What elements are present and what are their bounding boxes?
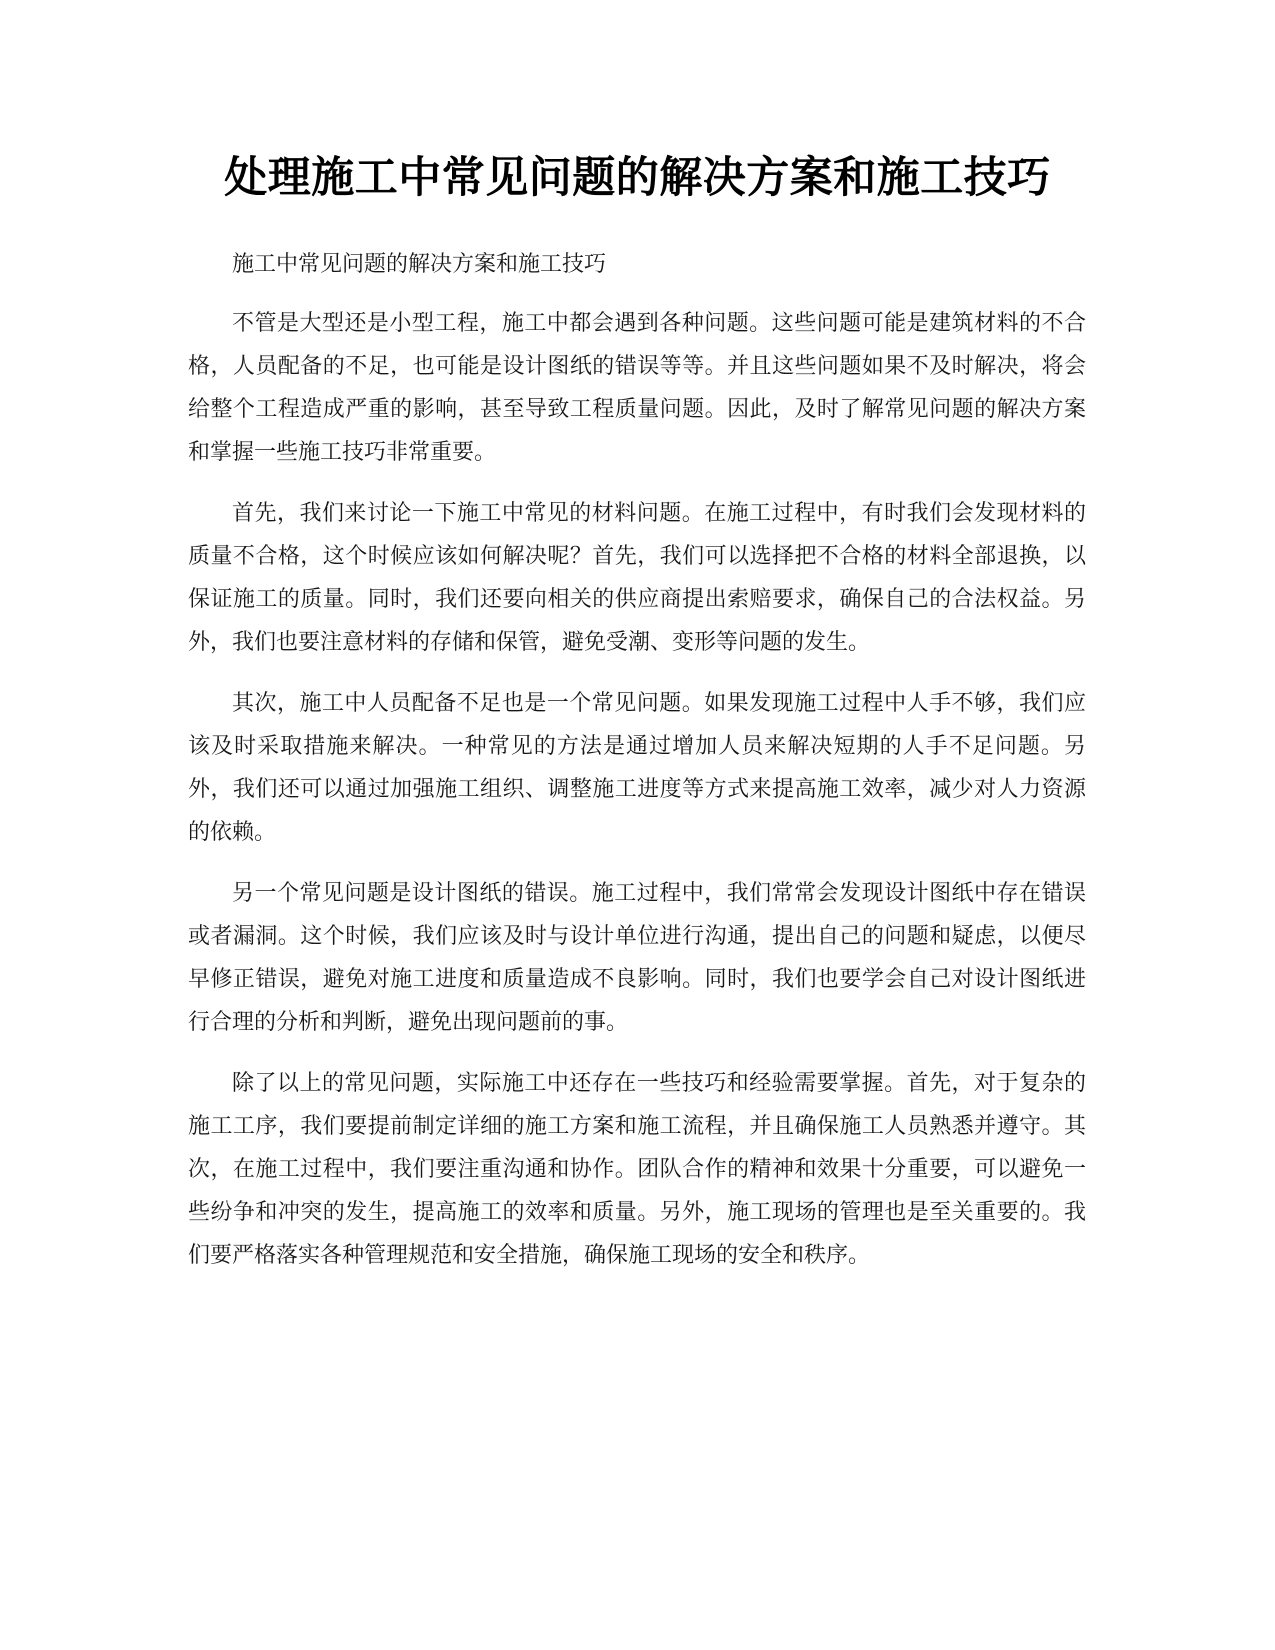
- paragraph-techniques: 除了以上的常见问题，实际施工中还存在一些技巧和经验需要掌握。首先，对于复杂的施工工序，我们要提前制定详细的施工方案和施工流程，并且确保施工人员熟悉并遵守。其次，在施工过程中，我们要注重沟通和协作。团队合作的精神和效果十分重要，可以避免一些纷争和冲突的发生，提高施工的效率和质量。另外，施工现场的管理也是至关重要的。我们要严格落实各种管理规范和安全措施，确保施工现场的安全和秩序。: [188, 1071, 1086, 1268]
- paragraph-intro: 不管是大型还是小型工程，施工中都会遇到各种问题。这些问题可能是建筑材料的不合格，人员配备的不足，也可能是设计图纸的错误等等。并且这些问题如果不及时解决，将会给整个工程造成严重的影响，甚至导致工程质量问题。因此，及时了解常见问题的解决方案和掌握一些施工技巧非常重要。: [188, 311, 1086, 465]
- paragraph-subtitle: 施工中常见问题的解决方案和施工技巧: [232, 252, 607, 277]
- paragraph-drawings: 另一个常见问题是设计图纸的错误。施工过程中，我们常常会发现设计图纸中存在错误或者漏洞。这个时候，我们应该及时与设计单位进行沟通，提出自己的问题和疑虑，以便尽早修正错误，避免对施工进度和质量造成不良影响。同时，我们也要学会自己对设计图纸进行合理的分析和判断，避免出现问题前的事。: [188, 881, 1086, 1035]
- paragraph-staffing: 其次，施工中人员配备不足也是一个常见问题。如果发现施工过程中人手不够，我们应该及时采取措施来解决。一种常见的方法是通过增加人员来解决短期的人手不足问题。另外，我们还可以通过加强施工组织、调整施工进度等方式来提高施工效率，减少对人力资源的依赖。: [188, 691, 1086, 845]
- paragraph-materials: 首先，我们来讨论一下施工中常见的材料问题。在施工过程中，有时我们会发现材料的质量不合格，这个时候应该如何解决呢？首先，我们可以选择把不合格的材料全部退换，以保证施工的质量。同时，我们还要向相关的供应商提出索赔要求，确保自己的合法权益。另外，我们也要注意材料的存储和保管，避免受潮、变形等问题的发生。: [188, 501, 1086, 655]
- document-body: [188, 243, 1086, 1295]
- document-title: 处理施工中常见问题的解决方案和施工技巧: [224, 153, 1051, 203]
